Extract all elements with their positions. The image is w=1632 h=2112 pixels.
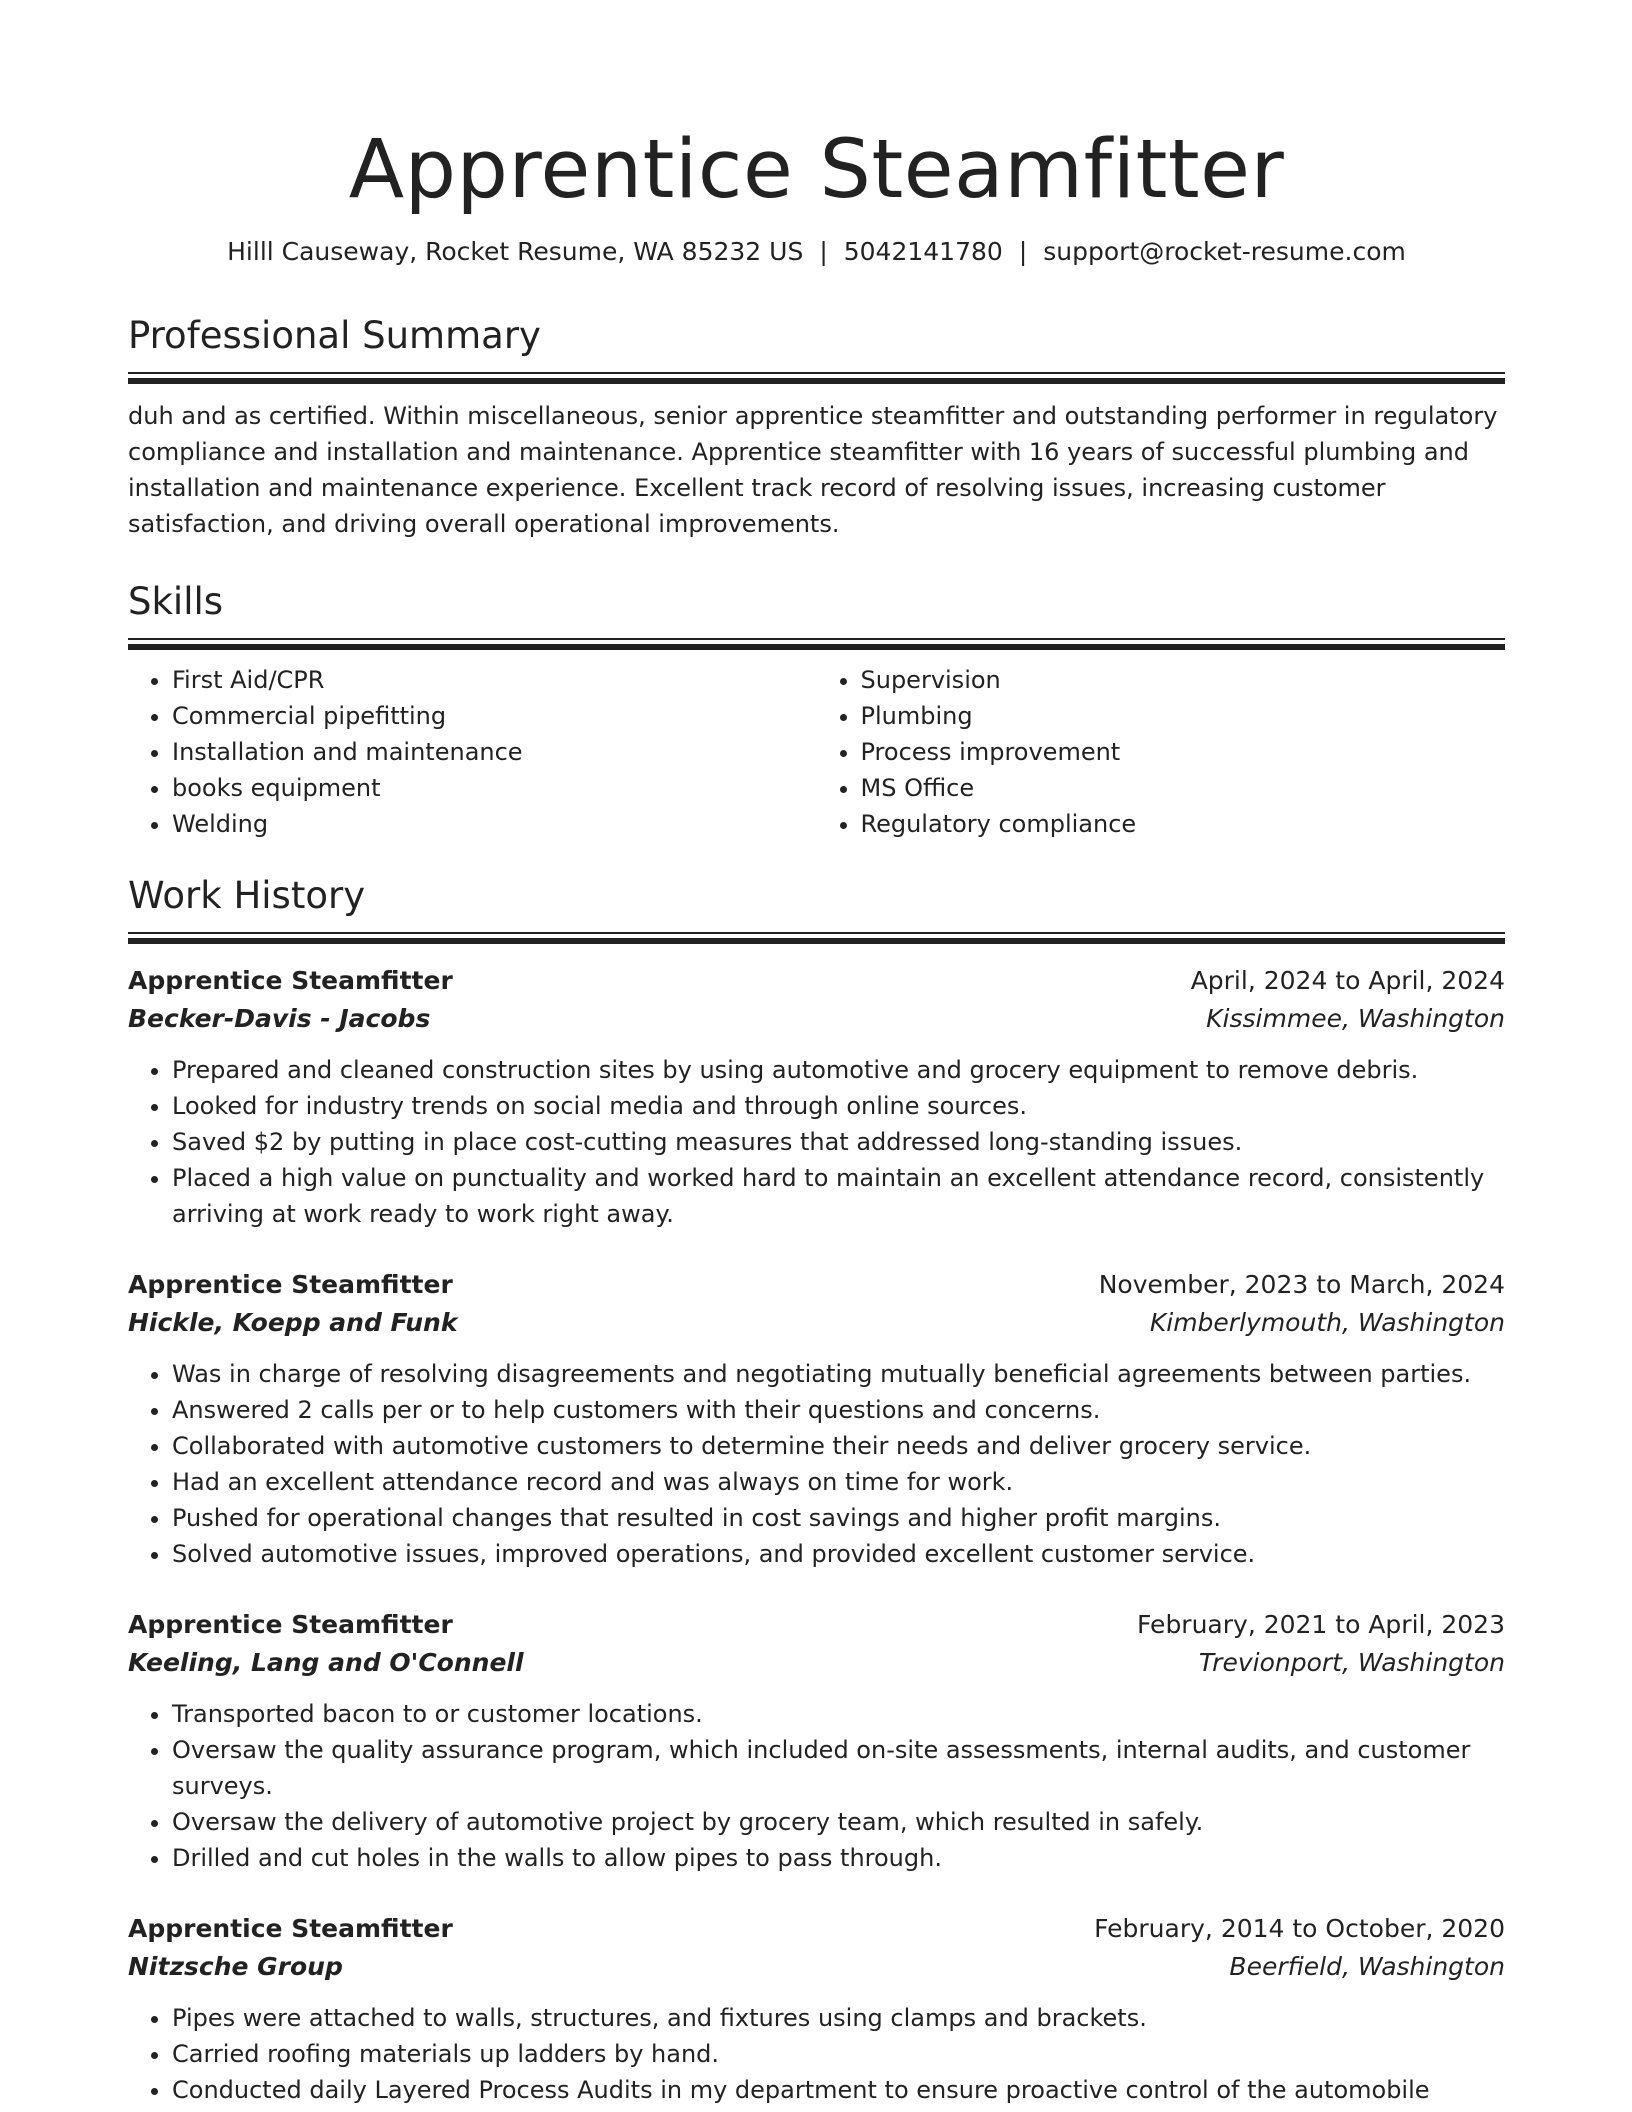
contact-separator: | bbox=[1018, 237, 1028, 266]
job-dates: February, 2014 to October, 2020 bbox=[1094, 1914, 1505, 1943]
skill-item: • Plumbing bbox=[861, 698, 1506, 734]
contact-address: Hilll Causeway, Rocket Resume, WA 85232 US bbox=[227, 237, 804, 266]
job-header-row bbox=[128, 1910, 1505, 1948]
skill-item: • First Aid/CPR bbox=[172, 662, 817, 698]
job-bullet: • Conducted daily Layered Process Audits in my department to ensure proactive control of the automobile bbox=[172, 2072, 1505, 2108]
skill-item: • Installation and maintenance bbox=[172, 734, 817, 770]
job-bullet: • Drilled and cut holes in the walls to allow pipes to pass through. bbox=[172, 1840, 1505, 1876]
job-bullet: • Answered 2 calls per or to help customers with their questions and concerns. bbox=[172, 1392, 1505, 1428]
job-bullet: • Looked for industry trends on social media and through online sources. bbox=[172, 1088, 1505, 1124]
job-bullet: • Saved $2 by putting in place cost-cutting measures that addressed long-standing issues. bbox=[172, 1124, 1505, 1160]
job-title: Apprentice Steamfitter bbox=[128, 966, 453, 995]
job-dates: February, 2021 to April, 2023 bbox=[1137, 1610, 1505, 1639]
work-history-section bbox=[128, 874, 1505, 2108]
job-bullets bbox=[128, 1052, 1505, 1232]
job-bullet: • Solved automotive issues, improved operations, and provided excellent customer service. bbox=[172, 1536, 1505, 1572]
summary-heading: Professional Summary bbox=[128, 314, 541, 357]
job-company-row bbox=[128, 1000, 1505, 1038]
resume-name: Apprentice Steamfitter bbox=[348, 123, 1285, 217]
section-divider bbox=[128, 372, 1505, 382]
skill-item: • Regulatory compliance bbox=[861, 806, 1506, 842]
contact-phone: 5042141780 bbox=[843, 237, 1003, 266]
job-company: Hickle, Koepp and Funk bbox=[128, 1308, 458, 1337]
job-entry bbox=[128, 1266, 1505, 1572]
skills-column-left bbox=[128, 662, 817, 842]
job-location: Trevionport, Washington bbox=[1198, 1648, 1505, 1677]
job-bullet: • Placed a high value on punctuality and worked hard to maintain an excellent attendance record, consistently arriving at work ready to work right away. bbox=[172, 1160, 1505, 1232]
skill-item: • Process improvement bbox=[861, 734, 1506, 770]
job-company: Nitzsche Group bbox=[128, 1952, 343, 1981]
skill-item: • MS Office bbox=[861, 770, 1506, 806]
job-title: Apprentice Steamfitter bbox=[128, 1914, 453, 1943]
job-bullets bbox=[128, 1696, 1505, 1876]
job-bullet: • Was in charge of resolving disagreements and negotiating mutually beneficial agreements between parties. bbox=[172, 1356, 1505, 1392]
job-company-row bbox=[128, 1304, 1505, 1342]
contact-separator: | bbox=[819, 237, 828, 266]
section-divider bbox=[128, 932, 1505, 942]
job-entry bbox=[128, 1606, 1505, 1876]
skills-column-right bbox=[817, 662, 1506, 842]
job-company: Keeling, Lang and O'Connell bbox=[128, 1648, 524, 1677]
skills-section bbox=[128, 580, 1505, 842]
skill-item: • Commercial pipefitting bbox=[172, 698, 817, 734]
skills-grid bbox=[128, 662, 1505, 842]
job-dates: April, 2024 to April, 2024 bbox=[1190, 966, 1505, 995]
job-company: Becker-Davis - Jacobs bbox=[128, 1004, 431, 1033]
job-location: Beerfield, Washington bbox=[1229, 1952, 1505, 1981]
job-bullet: • Oversaw the delivery of automotive project by grocery team, which resulted in safely. bbox=[172, 1804, 1505, 1840]
job-entry bbox=[128, 1910, 1505, 2108]
skill-item: • Supervision bbox=[861, 662, 1506, 698]
work-history-heading: Work History bbox=[128, 874, 366, 917]
job-bullet: • Prepared and cleaned construction sites by using automotive and grocery equipment to remove debris. bbox=[172, 1052, 1505, 1088]
job-location: Kimberlymouth, Washington bbox=[1149, 1308, 1505, 1337]
job-bullets bbox=[128, 2000, 1505, 2108]
job-bullet: • Transported bacon to or customer locations. bbox=[172, 1696, 1505, 1732]
skills-heading: Skills bbox=[128, 580, 224, 623]
job-bullet: • Carried roofing materials up ladders by hand. bbox=[172, 2036, 1505, 2072]
job-title: Apprentice Steamfitter bbox=[128, 1270, 453, 1299]
contact-email: support@rocket-resume.com bbox=[1043, 237, 1406, 266]
job-location: Kissimmee, Washington bbox=[1206, 1004, 1505, 1033]
job-title: Apprentice Steamfitter bbox=[128, 1610, 453, 1639]
job-bullet: • Had an excellent attendance record and was always on time for work. bbox=[172, 1464, 1505, 1500]
skill-item: • Welding bbox=[172, 806, 817, 842]
job-bullet: • Collaborated with automotive customers to determine their needs and deliver grocery service. bbox=[172, 1428, 1505, 1464]
job-dates: November, 2023 to March, 2024 bbox=[1098, 1270, 1505, 1299]
job-bullet: • Pipes were attached to walls, structures, and fixtures using clamps and brackets. bbox=[172, 2000, 1505, 2036]
job-entry bbox=[128, 962, 1505, 1232]
job-company-row bbox=[128, 1948, 1505, 1986]
job-header-row bbox=[128, 962, 1505, 1000]
resume-page bbox=[128, 0, 1505, 2112]
skill-item: • books equipment bbox=[172, 770, 817, 806]
job-bullet: • Pushed for operational changes that resulted in cost savings and higher profit margins. bbox=[172, 1500, 1505, 1536]
section-divider bbox=[128, 638, 1505, 648]
summary-text: duh and as certified. Within miscellaneous, senior apprentice steamfitter and outstanding performer in regulatory compliance and installation and maintenance. Apprentice steamfitter with 16 years of successful plumbing and installation and maintenance experience. Excellent track record of resolving issues, increasing customer satisfaction, and driving overall operational improvements. bbox=[128, 402, 1498, 538]
job-header-row bbox=[128, 1606, 1505, 1644]
job-header-row bbox=[128, 1266, 1505, 1304]
job-bullet: • Oversaw the quality assurance program, which included on-site assessments, internal audits, and customer surveys. bbox=[172, 1732, 1505, 1804]
contact-line bbox=[128, 236, 1505, 268]
job-bullets bbox=[128, 1356, 1505, 1572]
job-company-row bbox=[128, 1644, 1505, 1682]
summary-section bbox=[128, 314, 1505, 542]
